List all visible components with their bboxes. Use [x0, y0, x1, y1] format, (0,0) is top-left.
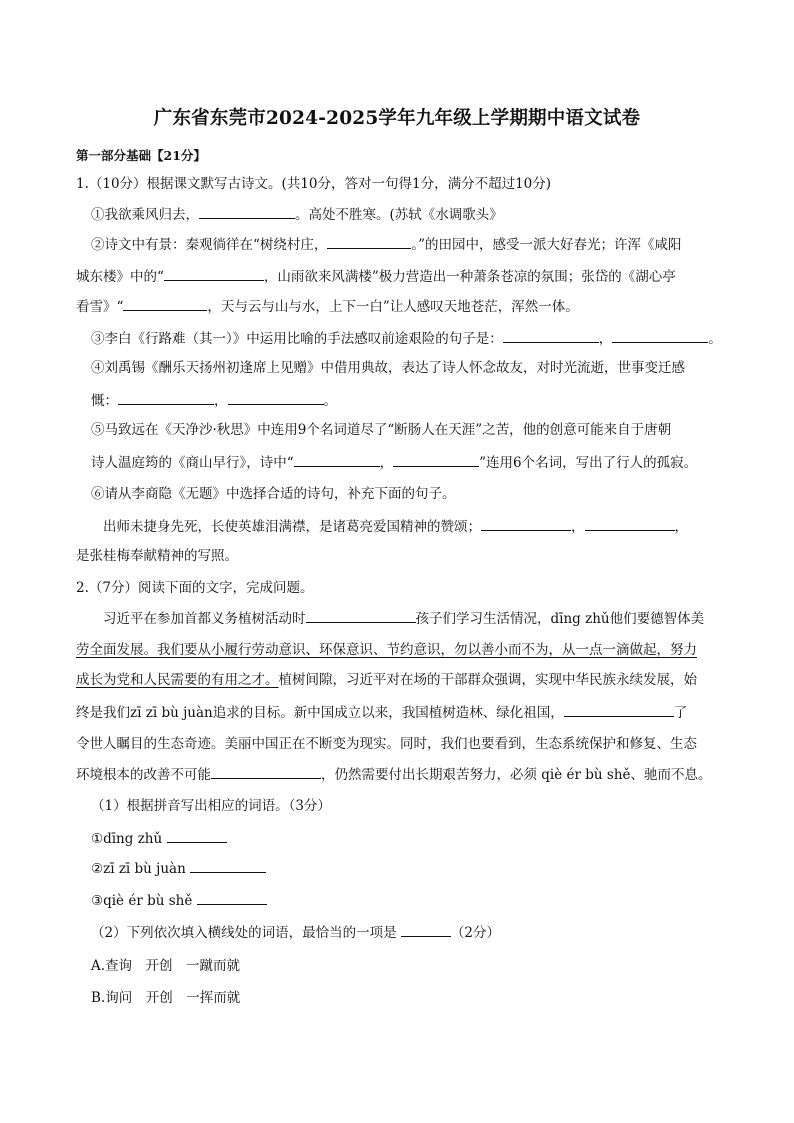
q1-line-2: ②诗文中有景：秦观徜徉在“树绕村庄， 。”的田园中，感受一派大好春光；许浑《咸阳 — [91, 234, 741, 255]
answer-blank[interactable] — [612, 328, 708, 343]
answer-blank[interactable] — [190, 858, 266, 873]
answer-blank[interactable] — [503, 328, 599, 343]
q1-line-12: 是张桂梅奉献精神的写照。 — [76, 548, 238, 564]
q2-sub-2: （2）下列依次填入横线处的词语，最恰当的一项是 （2分） — [91, 922, 741, 943]
q1-line-8: ⑤马致远在《天净沙·秋思》中连用9个名词道尽了“断肠人在天涯”之苦，他的创意可能来自于唐朝 — [91, 422, 672, 438]
q2-option-b[interactable]: B.询问 开创 一挥而就 — [91, 990, 241, 1006]
q2-para-2: 劳全面发展。我们要从小履行劳动意识、环保意识、节约意识，勿以善小而不为，从一点一滴做起，努力 — [76, 642, 697, 658]
answer-blank[interactable] — [401, 922, 451, 937]
answer-blank[interactable] — [393, 452, 479, 467]
q2-para-1: 习近平在参加首都义务植树活动时 孩子们学习生活情况，dīng zhǔ他们要德智体美 — [103, 608, 753, 629]
q1-line-7: 慨： ， 。 — [91, 390, 741, 411]
answer-blank[interactable] — [197, 890, 267, 905]
answer-blank[interactable] — [118, 390, 214, 405]
q2-sub-1-item-1: ①dīng zhǔ — [91, 828, 741, 849]
q1-line-5: ③李白《行路难（其一）》中运用比喻的手法感叹前途艰险的句子是： ， 。 — [91, 328, 741, 349]
answer-blank[interactable] — [564, 702, 674, 717]
q1-line-9: 诗人温庭筠的《商山早行》，诗中“ ， ”连用6个名词，写出了行人的孤寂。 — [91, 452, 741, 473]
q2-option-a[interactable]: A.查询 开创 一蹴而就 — [91, 958, 241, 974]
answer-blank[interactable] — [167, 828, 227, 843]
answer-blank[interactable] — [481, 516, 571, 531]
q1-line-1: ①我欲乘风归去， 。高处不胜寒。(苏轼《水调歌头》 — [91, 204, 741, 225]
answer-blank[interactable] — [294, 452, 380, 467]
q2-sub-1-item-3: ③qiè ér bù shě — [91, 890, 741, 911]
q2-para-4: 终是我们zī zī bù juàn追求的目标。新中国成立以来，我国植树造林、绿化祖国， 了 — [76, 702, 726, 723]
q1-line-11: 出师未捷身先死，长使英雄泪满襟，是诸葛亮爱国精神的赞颂； ， ， — [103, 516, 753, 537]
answer-blank[interactable] — [199, 204, 295, 219]
q1-line-4: 看雪》“ ，天与云与山与水，上下一白”让人感叹天地苍茫，浑然一体。 — [76, 296, 726, 317]
q1-line-3: 城东楼》中的“ ，山雨欲来风满楼”极力营造出一种萧条苍凉的氛围；张岱的《湖心亭 — [76, 266, 726, 287]
answer-blank[interactable] — [164, 266, 264, 281]
answer-blank[interactable] — [228, 390, 324, 405]
q1-line-6: ④刘禹锡《酬乐天扬州初逢席上见赠》中借用典故，表达了诗人怀念故友，对时光流逝，世事变迁感 — [91, 360, 685, 376]
q2-para-5: 令世人瞩目的生态奇迹。美丽中国正在不断变为现实。同时，我们也要看到，生态系统保护和修复、生态 — [76, 736, 697, 752]
q2-sub-1-item-2: ②zī zī bù juàn — [91, 858, 741, 879]
answer-blank[interactable] — [211, 764, 321, 779]
page-title: 广东省东莞市2024-2025学年九年级上学期期中语文试卷 — [153, 108, 641, 129]
q2-para-6: 环境根本的改善不可能 ，仍然需要付出长期艰苦努力，必须 qiè ér bù shě、驰而不息。 — [76, 764, 726, 785]
answer-blank[interactable] — [585, 516, 675, 531]
q2-para-3: 成长为党和人民需要的有用之才。植树间隙，习近平对在场的干部群众强调，实现中华民族永续发展，始 — [76, 672, 697, 688]
answer-blank[interactable] — [327, 234, 411, 249]
section-heading: 第一部分基础【21分】 — [76, 148, 206, 163]
q2-intro: 2.（7分）阅读下面的文字，完成问题。 — [76, 580, 314, 596]
q1-line-10: ⑥请从李商隐《无题》中选择合适的诗句，补充下面的句子。 — [91, 486, 456, 502]
answer-blank[interactable] — [306, 608, 416, 623]
answer-blank[interactable] — [123, 296, 207, 311]
q1-intro: 1.（10分）根据课文默写古诗文。(共10分，答对一句得1分，满分不超过10分) — [76, 176, 552, 192]
q2-sub-1: （1）根据拼音写出相应的词语。（3分） — [91, 798, 331, 814]
